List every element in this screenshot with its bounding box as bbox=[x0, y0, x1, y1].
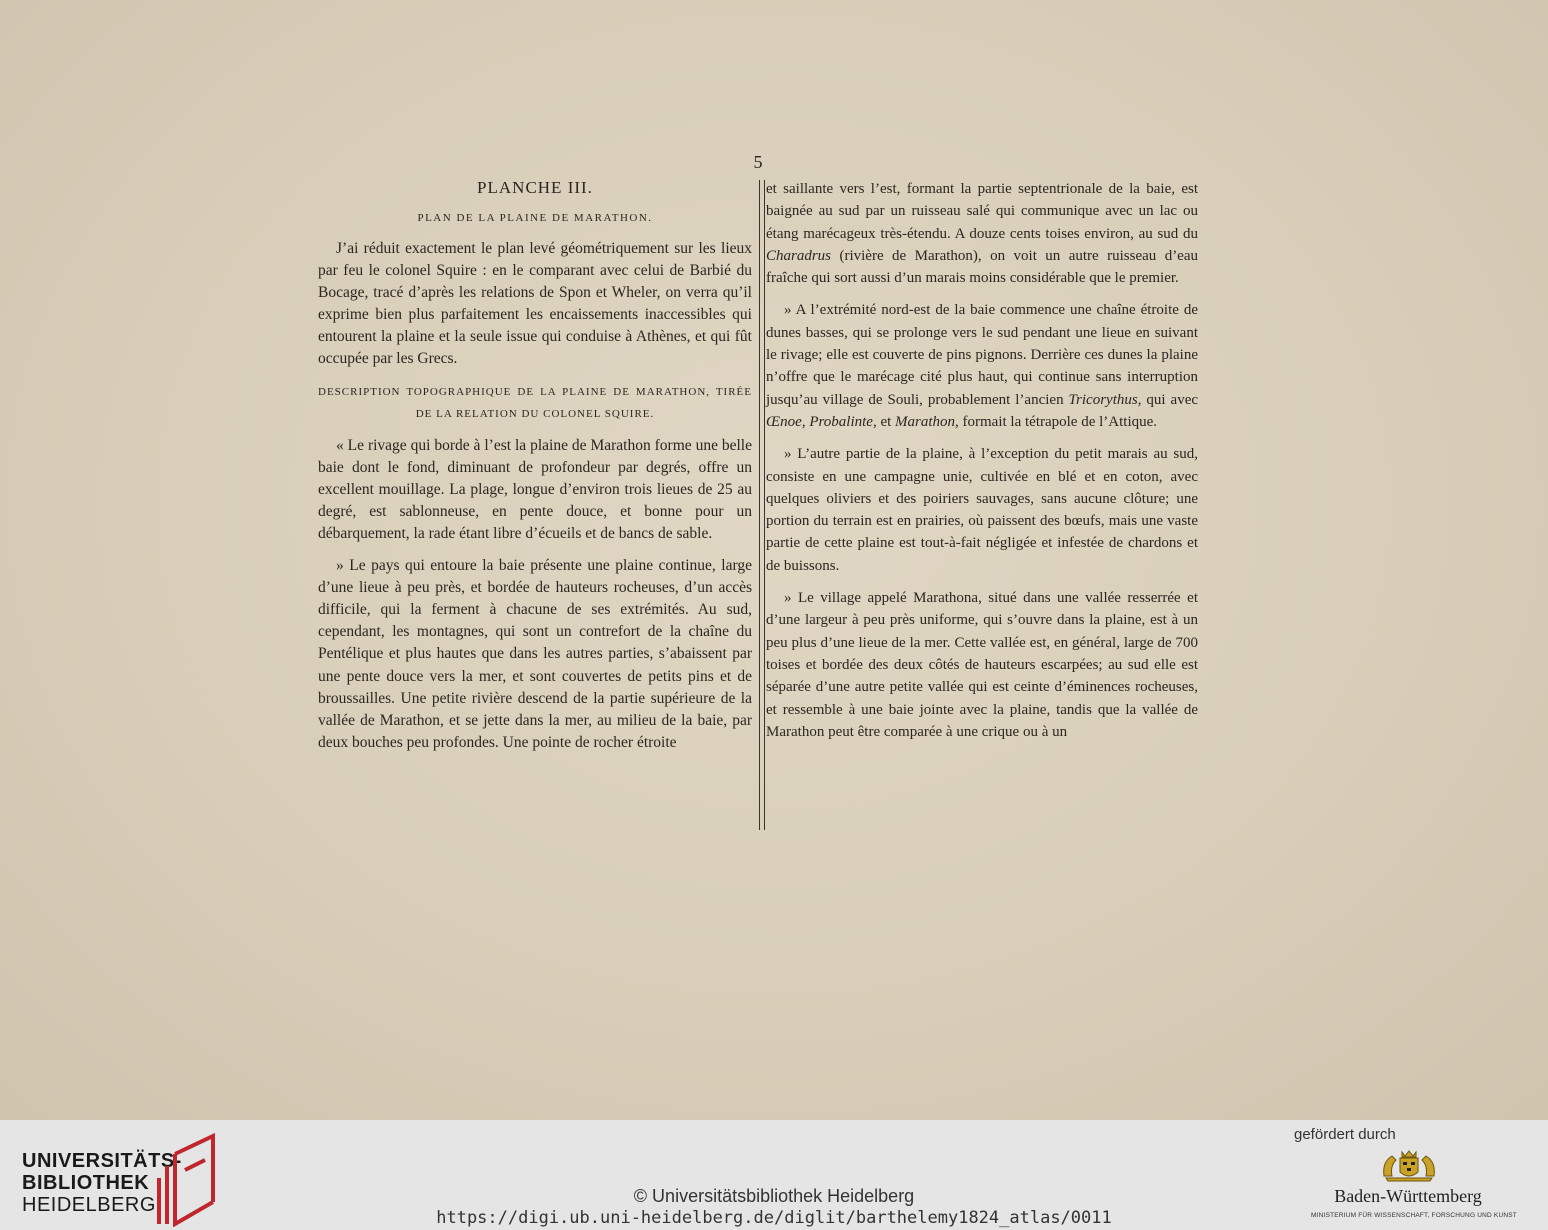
italic-name: Probalinte bbox=[809, 413, 873, 430]
paragraph: » Le pays qui entoure la baie présente une plaine continue, large d’une lieue à peu près, et bordée de hauteurs rocheuses, d’un accès difficile, qui la ferment à chacune de ses extrémités. Au sud, cependant, les montagnes, qui sont un contrefort de la chaîne du Pentélique et plus hautes que dans les autres parties, s’abaissent par une pente douce vers la mer, et sont couvertes de petits pins et de broussailles. Une petite rivière descend de la partie supérieure de la vallée de Marathon, et se jette dans la mer, au milieu de la baie, par deux bouches peu profondes. Une pointe de rocher étroite bbox=[318, 557, 752, 751]
coat-of-arms-icon bbox=[1378, 1148, 1440, 1182]
footer-bar bbox=[0, 1120, 1548, 1230]
library-logo-text[interactable]: UNIVERSITÄTS- BIBLIOTHEK HEIDELBERG bbox=[22, 1150, 182, 1216]
permalink-url[interactable]: https://digi.ub.uni-heidelberg.de/diglit/barthelemy1824_atlas/0011 bbox=[436, 1208, 1112, 1228]
plate-subheading: PLAN DE LA PLAINE DE MARATHON. bbox=[417, 212, 653, 224]
left-column bbox=[318, 178, 752, 764]
sponsor-label: gefördert durch bbox=[1294, 1126, 1396, 1143]
paragraph: et saillante vers l’est, formant la partie septentrionale de la baie, est baignée au sud par un ruisseau salé qui communique avec un lac ou étang marécageux très-étendu. A douze cents toises environ, au sud du Charadrus (rivière de Marathon), on voit un autre ruisseau d’eau fraîche qui sort aussi d’un marais moins considérable que le premier. bbox=[766, 181, 1199, 287]
paragraph: « Le rivage qui borde à l’est la plaine de Marathon forme une belle baie dont le fond, diminuant de profondeur par degrés, offre un excellent mouillage. La plage, longue d’environ trois lieues de 25 au degré, est sablonneuse, en pente douce, et bonne pour un débarquement, la rade étant libre d’écueils et de bancs de sable. bbox=[318, 436, 752, 542]
right-column bbox=[766, 178, 1198, 753]
plate-heading: PLANCHE III. bbox=[477, 178, 593, 197]
sponsor-name: Baden-Württemberg bbox=[1334, 1186, 1482, 1206]
paragraph: » Le village appelé Marathona, situé dans une vallée resserrée et d’une largeur à peu près uniforme, qui s’ouvre dans la plaine, est à un peu plus d’une lieue de la mer. Cette vallée est, en général, large de 700 toises et bordée des deux côtés de hauteurs escarpées; au sud elle est séparée d’une autre petite vallée qui est ceinte d’éminences rocheuses, et ressemble à une baie jointe avec la plaine, tandis que la vallée de Marathon peut être comparée à une crique ou à un bbox=[766, 590, 1198, 740]
paragraph: J’ai réduit exactement le plan levé géométriquement sur les lieux par feu le colonel Squire : en le comparant avec celui de Barbié du Bocage, tracé d’après les relations de Spon et Wheler, on verra qu’il exprime bien plus parfaitement les encaissements inaccessibles qui entourent la plaine et la seule issue qui conduise à Athènes, et qui fût occupée par les Grecs. bbox=[318, 240, 752, 368]
page-number: 5 bbox=[753, 152, 763, 172]
column-divider bbox=[759, 180, 765, 830]
section-subheading: DESCRIPTION TOPOGRAPHIQUE DE LA PLAINE DE MARATHON, TIRÉE DE LA RELATION DU COLONEL SQUIRE. bbox=[318, 385, 752, 420]
italic-name: Tricorythus bbox=[1068, 391, 1138, 408]
paragraph: » L’autre partie de la plaine, à l’exception du petit marais au sud, consiste en une campagne unie, cultivée en blé et en coton, avec quelques oliviers et des poiriers sauvages, sans aucune clôture; une portion du terrain est en prairies, où paissent des bœufs, mais une vaste partie de cette plaine est tout-à-fait négligée et infestée de chardons et de buissons. bbox=[766, 446, 1198, 574]
copyright-notice: © Universitätsbibliothek Heidelberg bbox=[633, 1186, 915, 1206]
italic-name: Charadrus bbox=[766, 247, 832, 264]
sponsor-ministry: MINISTERIUM FÜR WISSENSCHAFT, FORSCHUNG UND KUNST bbox=[1311, 1212, 1517, 1219]
italic-name: Œnoe bbox=[766, 413, 802, 430]
paragraph: » A l’extrémité nord-est de la baie commence une chaîne étroite de dunes basses, qui se prolonge vers le sud pendant une lieue en suivant le rivage; elle est couverte de pins pignons. Derrière ces dunes la plaine n’offre que le marécage cité plus haut, qui continue sans interruption jusqu’au village de Souli, probablement l’ancien Tricorythus, qui avec Œnoe, Probalinte, et Marathon, formait la tétrapole de l’Attique. bbox=[766, 302, 1199, 430]
italic-name: Marathon bbox=[895, 413, 956, 430]
